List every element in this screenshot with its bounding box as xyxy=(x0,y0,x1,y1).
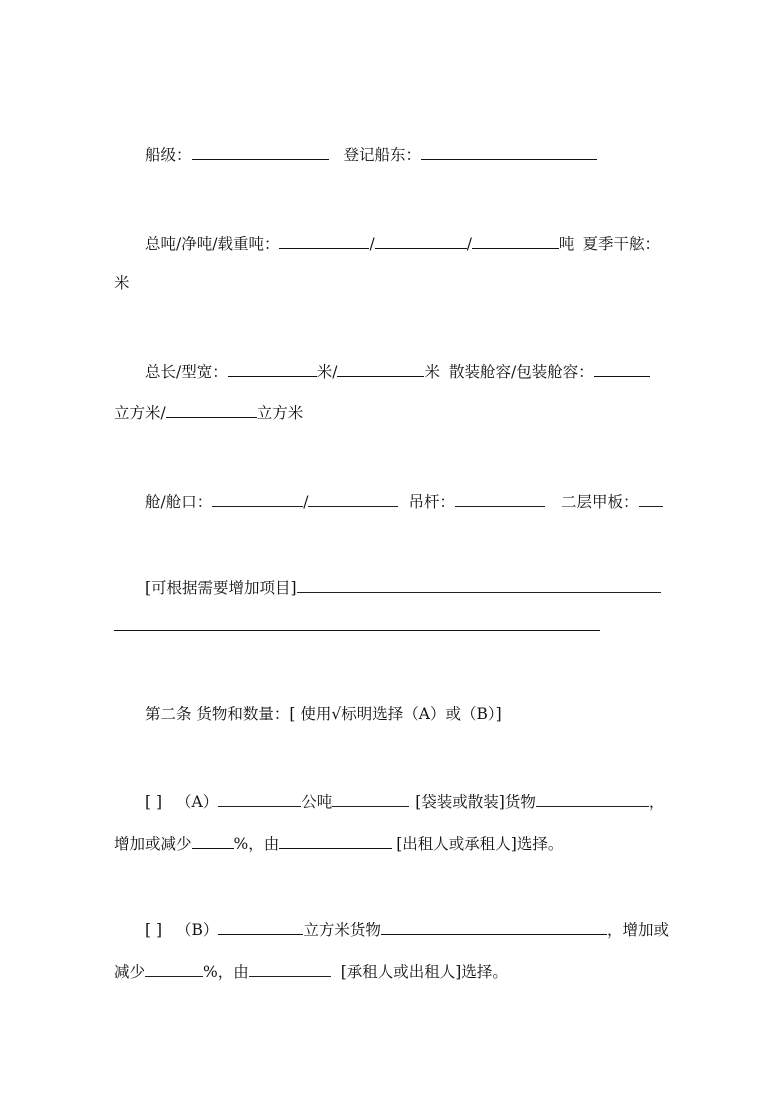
blank-dwt[interactable] xyxy=(472,232,559,249)
unit-meter-1: 米/ xyxy=(316,363,338,381)
blank-cargo-a1[interactable] xyxy=(332,790,409,807)
owner-or-charterer-a: [出租人或承租人]选择。 xyxy=(396,835,564,853)
line-option-b-tolerance xyxy=(114,960,508,980)
label-length-beam: 总长/型宽： xyxy=(145,363,228,381)
blank-additional-items[interactable] xyxy=(297,576,661,593)
line-option-a-tolerance xyxy=(114,832,563,852)
label-tonnage: 总吨/净吨/载重吨： xyxy=(145,235,280,253)
blank-hatches[interactable] xyxy=(308,490,398,507)
option-b-label: （B） xyxy=(176,921,219,939)
article-2-heading: 第二条 货物和数量：[ 使用√标明选择（A）或（B）] xyxy=(145,705,502,723)
percent-a: %，由 xyxy=(233,835,280,853)
text-meter: 米 xyxy=(114,274,130,292)
checkbox-b[interactable]: [ ] xyxy=(145,921,163,939)
blank-option-holder-a[interactable] xyxy=(279,832,392,849)
label-tween-deck: 二层甲板： xyxy=(560,493,639,511)
blank-registered-owner[interactable] xyxy=(421,143,597,160)
line-length-beam xyxy=(145,360,650,380)
sep-2: / xyxy=(466,235,472,253)
unit-tonnes: 公吨 xyxy=(301,793,333,811)
line-holds xyxy=(145,490,663,510)
label-additional-items: [可根据需要增加项目] xyxy=(145,579,297,597)
unit-cbm-1: 立方米/ xyxy=(114,404,166,422)
blank-tween-deck[interactable] xyxy=(639,490,663,507)
blank-bale-capacity[interactable] xyxy=(166,401,257,418)
label-more-or-less-b: 减少 xyxy=(114,963,146,981)
blank-cubic-meters[interactable] xyxy=(218,918,303,935)
label-derricks: 吊杆： xyxy=(408,493,455,511)
line-tonnage xyxy=(145,232,660,252)
sep-holds: / xyxy=(303,493,309,511)
blank-holds[interactable] xyxy=(212,490,303,507)
blank-additional-items-cont[interactable] xyxy=(114,614,600,631)
blank-beam[interactable] xyxy=(337,360,424,377)
checkbox-a[interactable]: [ ] xyxy=(145,793,163,811)
sep-1: / xyxy=(369,235,375,253)
unit-cbm-cargo: 立方米货物 xyxy=(303,921,381,939)
label-summer-freeboard: 夏季干舷： xyxy=(582,235,660,253)
option-a-label: （A） xyxy=(176,793,219,811)
label-ship-class: 船级： xyxy=(145,146,192,164)
blank-grain-capacity[interactable] xyxy=(594,360,650,377)
blank-ship-class[interactable] xyxy=(192,143,329,160)
unit-meter-2: 米 xyxy=(424,363,440,381)
blank-derricks[interactable] xyxy=(455,490,545,507)
tail-b: ，增加或 xyxy=(606,921,669,939)
line-option-b xyxy=(145,918,669,938)
percent-b: %，由 xyxy=(203,963,249,981)
blank-cargo-a2[interactable] xyxy=(536,790,649,807)
blank-cargo-b[interactable] xyxy=(381,918,607,935)
line-meter xyxy=(114,273,130,293)
comma-a: ， xyxy=(648,793,665,811)
line-cubic-meter xyxy=(114,401,303,421)
label-capacity: 散装舱容/包装舱容： xyxy=(448,363,594,381)
blank-length[interactable] xyxy=(228,360,317,377)
blank-tonnes[interactable] xyxy=(218,790,301,807)
unit-ton: 吨 xyxy=(558,235,575,253)
blank-percent-b[interactable] xyxy=(145,960,203,977)
label-holds: 舱/舱口： xyxy=(145,493,213,511)
line-ship-class xyxy=(145,143,597,163)
blank-gross-ton[interactable] xyxy=(279,232,369,249)
line-article-2 xyxy=(145,704,502,724)
unit-cbm-2: 立方米 xyxy=(256,404,304,422)
blank-option-holder-b[interactable] xyxy=(249,960,331,977)
line-long-blank xyxy=(114,614,600,634)
blank-net-ton[interactable] xyxy=(375,232,467,249)
blank-percent-a[interactable] xyxy=(192,832,234,849)
label-more-or-less-a: 增加或减少 xyxy=(114,835,192,853)
label-registered-owner: 登记船东： xyxy=(343,146,422,164)
line-additional-items xyxy=(145,576,661,596)
bagged-or-bulk: [袋装或散装]货物 xyxy=(415,793,536,811)
charterer-or-owner-b: [承租人或出租人]选择。 xyxy=(340,963,508,981)
line-option-a xyxy=(145,790,664,810)
